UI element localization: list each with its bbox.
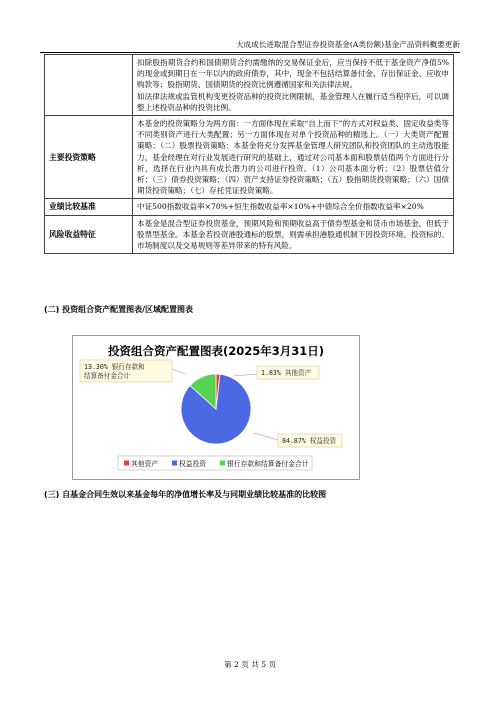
legend-swatch-bank xyxy=(220,461,225,466)
row-paragraph: 中证500指数收益率×70%+恒生指数收益率×10%+中债综合全价指数收益率×20% xyxy=(137,202,424,212)
chart-title: 投资组合资产配置图表(2025年3月31日) xyxy=(107,344,325,358)
chart-legend xyxy=(118,456,312,470)
asset-allocation-chart xyxy=(72,335,360,480)
data-label-bank xyxy=(80,360,172,382)
legend-swatch-other xyxy=(124,461,129,466)
row-paragraph: 本基金的投资策略分为两方面：一方面体现在采取“自上而下”的方式对权益类、固定收益类等不同类别资产进行大类配置；另一方面体现在对单个投资品种的精选上。（一）大类资产配置策略；（二）股票投资策略：本基金将充分发挥基金管理人研究团队和投资团队的主动选股能力，基金经理在对行业发展进行研究的基础上，通过对公司基本面和股票估值两个方面进行分析，选择在行业内具有成长潜力的公司进行投资。（1）公司基本面分析；（2）股票估值分析；（三）债券投资策略；（四）资产支持证券投资策略；（五）股指期货投资策略；（六）国债期货投资策略；（七）存托凭证投资策略。 xyxy=(137,119,449,196)
pie-slices xyxy=(181,374,251,444)
table-row xyxy=(45,55,454,116)
section-2-title: (二) 投资组合资产配置图表/区域配置图表 xyxy=(44,305,194,314)
row-content xyxy=(133,199,454,215)
row-paragraph: 本基金是混合型证券投资基金，预期风险和预期收益高于债券型基金和货币市场基金，但低于股票型基金。本基金若投资港股通标的股票，则需承担港股通机制下因投资环境、投资标的、市场制度以及交易规则等差异带来的特有风险。 xyxy=(137,218,449,251)
data-label-bank-line2: 结算备付金合计 xyxy=(84,372,131,380)
data-label-other-text: 1.83% 其他资产 xyxy=(261,369,312,377)
table-row xyxy=(45,116,454,199)
pie-chart-svg xyxy=(72,335,360,480)
legend-swatch-equity xyxy=(172,461,177,466)
data-label-equity xyxy=(278,434,342,447)
row-content xyxy=(133,55,454,116)
fund-info-table xyxy=(44,54,454,254)
row-label xyxy=(45,55,133,116)
header-title: 大成成长进取混合型证券投资基金(A类份额)基金产品资料概要更新 xyxy=(235,40,460,49)
row-label: 业绩比较基准 xyxy=(45,199,133,215)
page-footer: 第 2 页 共 5 页 xyxy=(223,660,277,669)
page-header xyxy=(40,40,460,53)
legend-item-bank: 银行存款和结算备付金合计 xyxy=(227,460,309,468)
data-label-other xyxy=(257,366,319,379)
data-label-bank-line1: 13.30% 银行存款和 xyxy=(84,363,145,371)
legend-item-other: 其他资产 xyxy=(131,460,159,468)
row-paragraph: 扣除股指期货合约和国债期货合约需缴纳的交易保证金后，应当保持不低于基金资产净值5%的现金或到期日在一年以内的政府债券，其中，现金不包括结算备付金、存出保证金、应收申购款等；股指期货、国债期货的投资比例遵循国家和关法律法规。 xyxy=(137,58,449,90)
table-row xyxy=(45,215,454,254)
section-3-title: (三) 自基金合同生效以来基金每年的净值增长率及与同期业绩比较基准的比较图 xyxy=(44,490,327,499)
row-paragraph: 如法律法规或监管机构变更投资品种的投资比例限制，基金管理人在履行适当程序后，可以调整上述投资品种的投资比例。 xyxy=(137,91,449,112)
legend-item-equity: 权益投资 xyxy=(179,460,207,468)
row-label: 风险收益特征 xyxy=(45,215,133,254)
row-content xyxy=(133,215,454,254)
row-content xyxy=(133,116,454,199)
row-label: 主要投资策略 xyxy=(45,116,133,199)
table-row xyxy=(45,199,454,215)
data-label-equity-text: 84.87% 权益投资 xyxy=(282,437,337,445)
